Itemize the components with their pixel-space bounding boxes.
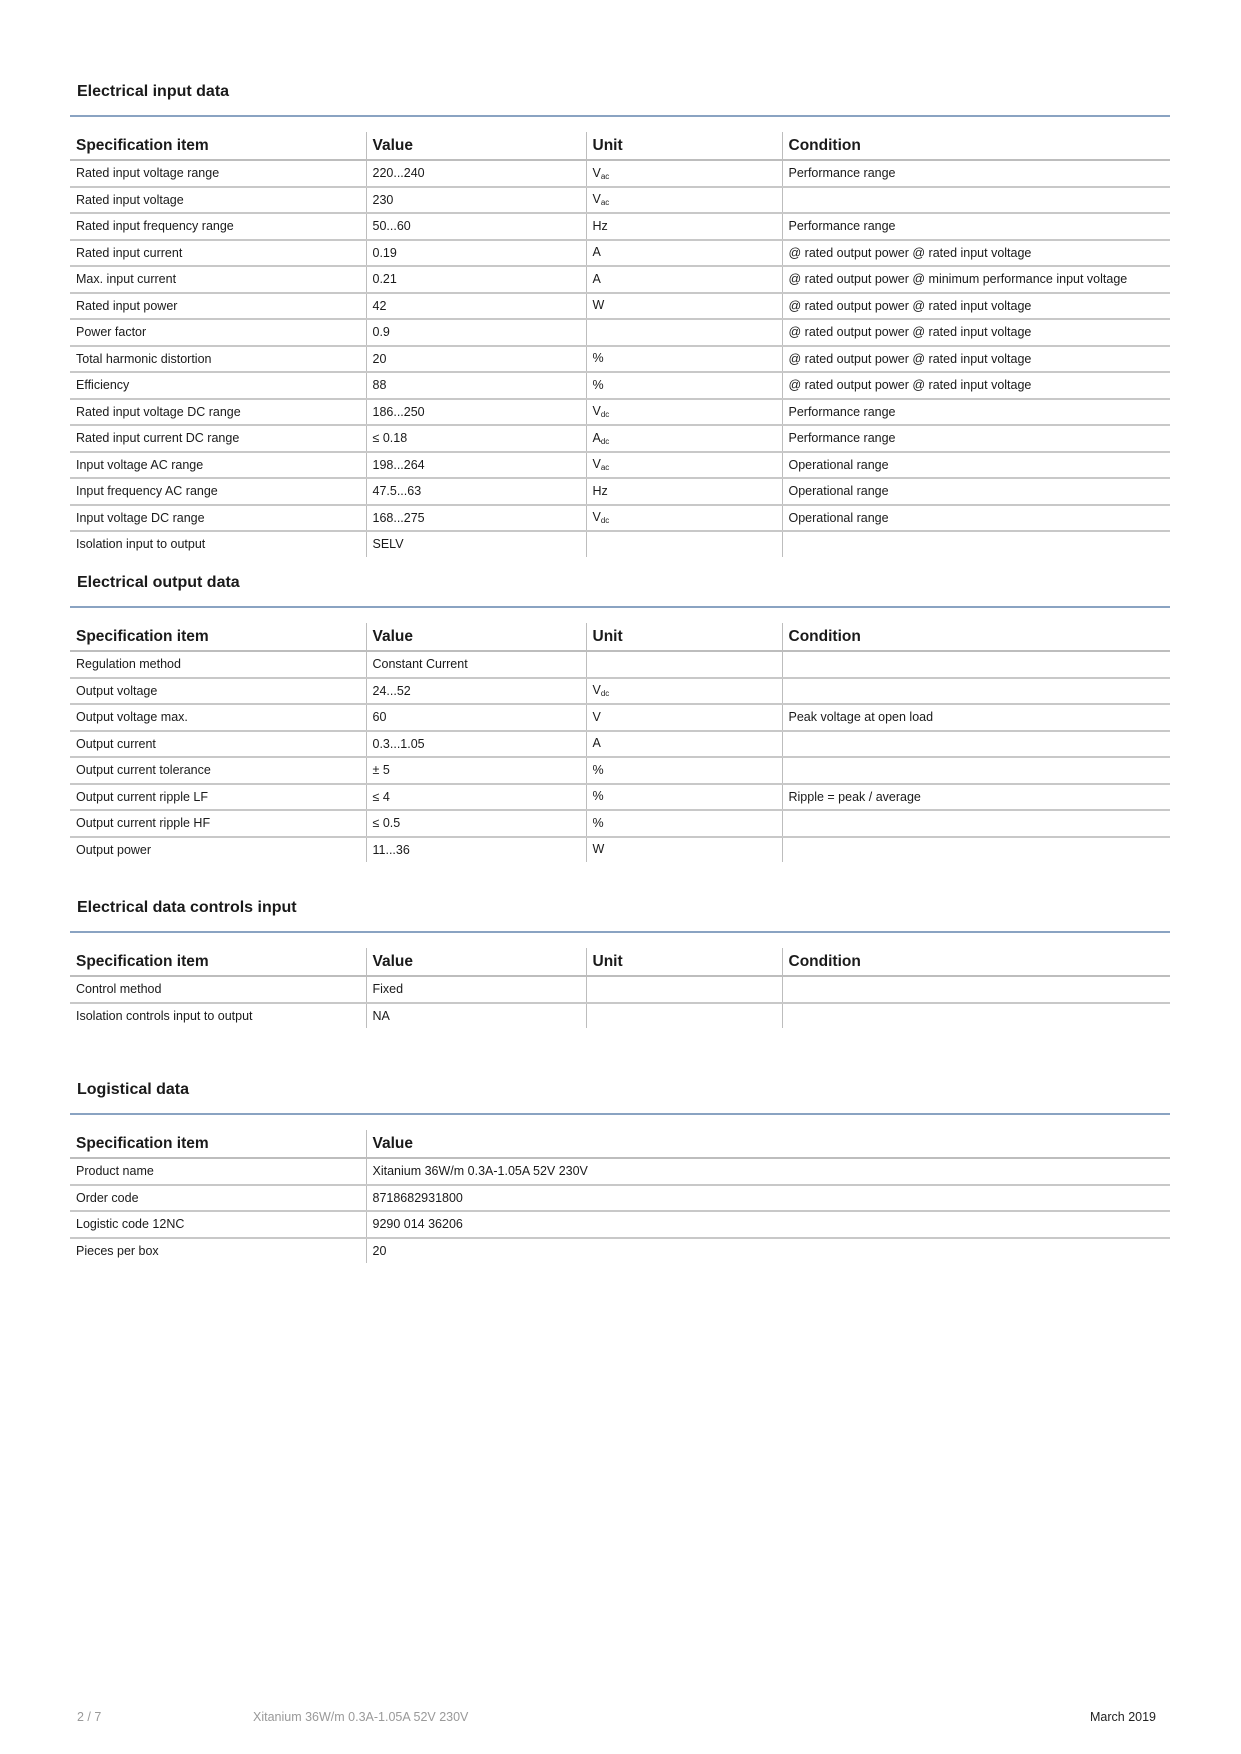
cell-unit — [586, 531, 782, 557]
unit-symbol: A — [592, 736, 601, 751]
cell-spec-item: Regulation method — [70, 651, 366, 678]
table-row — [70, 1003, 1170, 1029]
section-divider — [70, 606, 1170, 608]
cell-value: Constant Current — [366, 651, 586, 678]
unit-symbol: % — [592, 815, 604, 830]
cell-value: 9290 014 36206 — [366, 1211, 1170, 1238]
unit-symbol: % — [592, 789, 604, 804]
cell-unit — [586, 678, 782, 705]
cell-unit — [586, 1003, 782, 1029]
cell-value: 0.9 — [366, 319, 586, 346]
section-controls-input — [70, 896, 1170, 1028]
table-row — [70, 757, 1170, 784]
table-row — [70, 187, 1170, 214]
header-unit: Unit — [586, 948, 782, 976]
cell-spec-item: Output power — [76, 842, 152, 857]
cell-condition: @ rated output power @ rated input voltage — [782, 319, 1170, 346]
cell-condition: Performance range — [782, 160, 1170, 187]
cell-unit — [586, 810, 782, 837]
unit-symbol: % — [592, 351, 604, 366]
table-row — [70, 478, 1170, 505]
cell-spec-item: Product name — [70, 1158, 366, 1185]
logistical-table — [70, 1130, 1170, 1263]
cell-spec-item: Rated input voltage range — [70, 160, 366, 187]
cell-value: 60 — [366, 704, 586, 731]
table-row — [70, 213, 1170, 240]
section-divider — [70, 931, 1170, 933]
cell-value: 20 — [366, 346, 586, 373]
cell-spec-item: Power factor — [70, 319, 366, 346]
header-unit: Unit — [586, 132, 782, 160]
cell-condition — [782, 651, 1170, 678]
cell-spec-item: Output current ripple LF — [70, 784, 366, 811]
cell-spec-item: Input voltage DC range — [70, 505, 366, 532]
table-row — [70, 1158, 1170, 1185]
table-row — [70, 160, 1170, 187]
cell-unit — [586, 319, 782, 346]
cell-value: ≤ 0.18 — [366, 425, 586, 452]
table-row — [70, 346, 1170, 373]
cell-value: ≤ 4 — [366, 784, 586, 811]
cell-unit — [586, 784, 782, 811]
unit-symbol: A — [592, 430, 601, 445]
cell-spec-item: Efficiency — [70, 372, 366, 399]
cell-condition: Operational range — [782, 478, 1170, 505]
cell-value: 50...60 — [366, 213, 586, 240]
electrical-input-table — [70, 132, 1170, 557]
cell-unit — [586, 704, 782, 731]
header-unit: Unit — [586, 623, 782, 651]
cell-spec-item: Rated input power — [70, 293, 366, 320]
cell-condition — [782, 678, 1170, 705]
cell-spec-item: Input voltage AC range — [70, 452, 366, 479]
cell-unit — [586, 266, 782, 293]
cell-condition — [782, 531, 1170, 557]
cell-spec-item: Input frequency AC range — [70, 478, 366, 505]
unit-subscript: dc — [600, 689, 610, 699]
header-condition: Condition — [782, 132, 1170, 160]
unit-subscript: dc — [600, 516, 610, 526]
section-logistical — [70, 1078, 1170, 1263]
cell-unit — [586, 651, 782, 678]
table-row — [70, 976, 1170, 1003]
footer-date: March 2019 — [1090, 1710, 1157, 1724]
cell-value: 88 — [366, 372, 586, 399]
cell-spec-item: Isolation controls input to output — [76, 1008, 253, 1023]
header-spec: Specification item — [70, 948, 366, 976]
cell-condition: @ rated output power @ rated input voltage — [782, 346, 1170, 373]
header-spec: Specification item — [70, 1130, 366, 1158]
unit-symbol: A — [592, 245, 601, 260]
cell-condition: Performance range — [782, 399, 1170, 426]
cell-condition — [782, 187, 1170, 214]
page-number: 2 / 7 — [77, 1710, 102, 1724]
cell-spec-item: Output current tolerance — [70, 757, 366, 784]
cell-spec-item: Rated input current — [70, 240, 366, 267]
table-row — [70, 837, 1170, 863]
table-row — [70, 704, 1170, 731]
header-spec: Specification item — [70, 623, 366, 651]
unit-symbol: V — [592, 457, 601, 472]
table-header-row — [70, 1130, 1170, 1158]
table-row — [70, 1185, 1170, 1212]
cell-condition: @ rated output power @ rated input voltage — [782, 372, 1170, 399]
cell-unit — [586, 478, 782, 505]
unit-symbol: V — [592, 404, 601, 419]
table-row — [70, 452, 1170, 479]
unit-subscript: dc — [600, 410, 610, 420]
section-title: Electrical output data — [77, 574, 240, 591]
table-row — [70, 1238, 1170, 1264]
header-condition: Condition — [782, 623, 1170, 651]
cell-value: 230 — [366, 187, 586, 214]
cell-unit — [586, 452, 782, 479]
cell-condition — [782, 731, 1170, 758]
controls-input-table — [70, 948, 1170, 1028]
table-row — [70, 425, 1170, 452]
cell-value: 186...250 — [366, 399, 586, 426]
cell-spec-item: Total harmonic distortion — [70, 346, 366, 373]
unit-subscript: ac — [600, 198, 610, 208]
cell-condition — [782, 810, 1170, 837]
section-title: Electrical input data — [77, 83, 230, 100]
cell-value: 42 — [366, 293, 586, 320]
cell-unit — [586, 731, 782, 758]
cell-value: 0.21 — [366, 266, 586, 293]
unit-symbol: Hz — [592, 483, 608, 498]
table-row — [70, 678, 1170, 705]
cell-value: 8718682931800 — [366, 1185, 1170, 1212]
cell-value: NA — [366, 1003, 586, 1029]
cell-unit — [586, 837, 782, 863]
unit-symbol: W — [592, 842, 605, 857]
cell-condition: Operational range — [782, 505, 1170, 532]
cell-spec-item: Pieces per box — [76, 1243, 159, 1258]
unit-symbol: V — [592, 709, 601, 724]
header-value: Value — [366, 948, 586, 976]
table-row — [70, 266, 1170, 293]
table-row — [70, 810, 1170, 837]
cell-unit — [586, 505, 782, 532]
unit-symbol: % — [592, 762, 604, 777]
cell-value: 0.19 — [366, 240, 586, 267]
table-row — [70, 1211, 1170, 1238]
cell-condition: Peak voltage at open load — [782, 704, 1170, 731]
cell-spec-item: Output current ripple HF — [70, 810, 366, 837]
header-spec: Specification item — [70, 132, 366, 160]
cell-unit — [586, 293, 782, 320]
cell-value: 198...264 — [366, 452, 586, 479]
cell-unit — [586, 372, 782, 399]
cell-condition — [782, 837, 1170, 863]
table-row — [70, 505, 1170, 532]
unit-subscript: ac — [600, 171, 610, 181]
cell-spec-item: Isolation input to output — [76, 537, 206, 552]
section-divider — [70, 1113, 1170, 1115]
cell-value: SELV — [366, 531, 586, 557]
section-title: Electrical data controls input — [77, 899, 297, 916]
cell-spec-item: Rated input voltage DC range — [70, 399, 366, 426]
cell-condition: Performance range — [782, 213, 1170, 240]
cell-value: 20 — [366, 1238, 1170, 1264]
unit-symbol: V — [592, 510, 601, 525]
unit-symbol: V — [592, 683, 601, 698]
cell-unit — [586, 346, 782, 373]
unit-symbol: W — [592, 298, 605, 313]
electrical-output-table — [70, 623, 1170, 862]
header-condition: Condition — [782, 948, 1170, 976]
cell-unit — [586, 757, 782, 784]
section-title: Logistical data — [77, 1081, 190, 1098]
table-row — [70, 731, 1170, 758]
cell-unit — [586, 240, 782, 267]
cell-spec-item: Rated input frequency range — [70, 213, 366, 240]
table-row — [70, 293, 1170, 320]
cell-value: ≤ 0.5 — [366, 810, 586, 837]
cell-condition — [782, 976, 1170, 1003]
cell-spec-item: Output current — [70, 731, 366, 758]
cell-unit — [586, 213, 782, 240]
unit-symbol: V — [592, 165, 601, 180]
cell-condition: Operational range — [782, 452, 1170, 479]
header-value: Value — [366, 623, 586, 651]
cell-value: Fixed — [366, 976, 586, 1003]
unit-symbol: V — [592, 192, 601, 207]
unit-subscript: dc — [600, 436, 610, 446]
header-value: Value — [366, 1130, 1170, 1158]
cell-condition: @ rated output power @ rated input voltage — [782, 293, 1170, 320]
cell-spec-item: Max. input current — [70, 266, 366, 293]
cell-spec-item: Logistic code 12NC — [70, 1211, 366, 1238]
cell-spec-item: Rated input voltage — [70, 187, 366, 214]
cell-unit — [586, 399, 782, 426]
cell-condition: @ rated output power @ minimum performance input voltage — [782, 266, 1170, 293]
cell-spec-item: Output voltage max. — [70, 704, 366, 731]
table-row — [70, 784, 1170, 811]
section-electrical-output — [70, 571, 1170, 862]
table-header-row — [70, 948, 1170, 976]
unit-symbol: % — [592, 377, 604, 392]
cell-condition: Ripple = peak / average — [782, 784, 1170, 811]
cell-value: Xitanium 36W/m 0.3A-1.05A 52V 230V — [366, 1158, 1170, 1185]
cell-value: 220...240 — [366, 160, 586, 187]
unit-symbol: A — [592, 271, 601, 286]
header-value: Value — [366, 132, 586, 160]
cell-value: 0.3...1.05 — [366, 731, 586, 758]
cell-unit — [586, 160, 782, 187]
footer-product-name: Xitanium 36W/m 0.3A-1.05A 52V 230V — [253, 1710, 469, 1724]
cell-value: 168...275 — [366, 505, 586, 532]
cell-condition: Performance range — [782, 425, 1170, 452]
table-row — [70, 399, 1170, 426]
cell-value: 24...52 — [366, 678, 586, 705]
cell-spec-item: Control method — [70, 976, 366, 1003]
unit-symbol: Hz — [592, 218, 608, 233]
cell-unit — [586, 425, 782, 452]
table-row — [70, 531, 1170, 557]
table-header-row — [70, 132, 1170, 160]
table-row — [70, 651, 1170, 678]
cell-spec-item: Output voltage — [70, 678, 366, 705]
table-row — [70, 372, 1170, 399]
section-divider — [70, 115, 1170, 117]
table-row — [70, 240, 1170, 267]
table-row — [70, 319, 1170, 346]
unit-subscript: ac — [600, 463, 610, 473]
cell-unit — [586, 976, 782, 1003]
cell-value: 47.5...63 — [366, 478, 586, 505]
cell-condition: @ rated output power @ rated input voltage — [782, 240, 1170, 267]
section-electrical-input — [70, 80, 1170, 557]
cell-unit — [586, 187, 782, 214]
cell-value: ± 5 — [366, 757, 586, 784]
table-header-row — [70, 623, 1170, 651]
cell-condition — [782, 757, 1170, 784]
cell-spec-item: Order code — [70, 1185, 366, 1212]
cell-value: 11...36 — [366, 837, 586, 863]
cell-condition — [782, 1003, 1170, 1029]
cell-spec-item: Rated input current DC range — [70, 425, 366, 452]
